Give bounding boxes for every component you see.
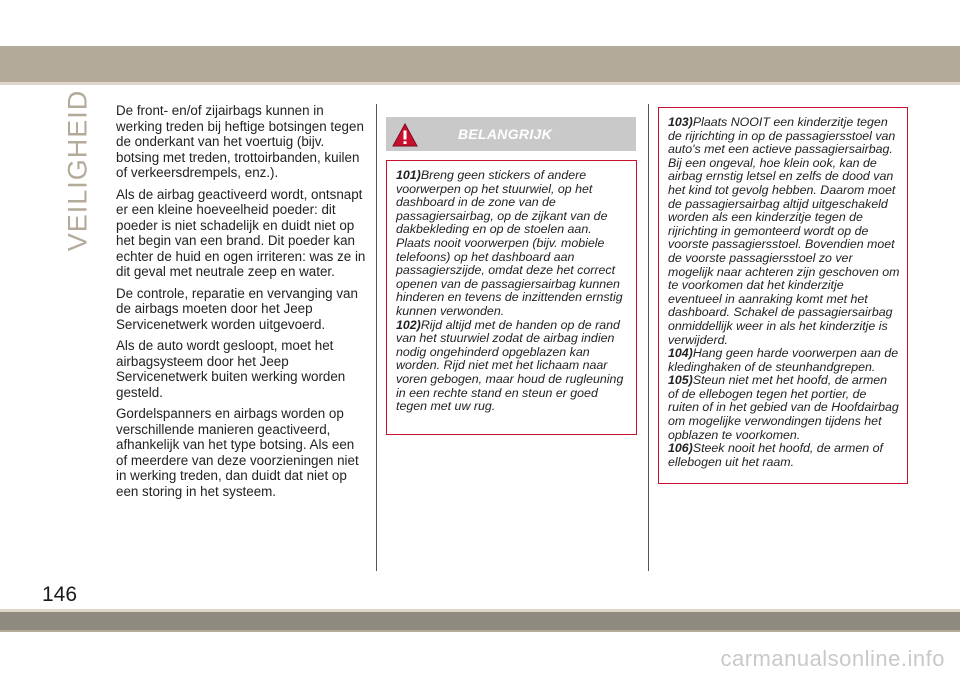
column-divider bbox=[376, 104, 377, 571]
item-text: Rijd altijd met de handen op de rand van het stuurwiel zodat de airbag indien nodig ongehinderd opgeblazen kan worden. Rijd niet met het lichaam naar voren gebogen, maar houd de rugleuning in een rechte stand en steun er goed tegen met uw rug. bbox=[396, 317, 624, 414]
item-text: Breng geen stickers of andere voorwerpen op het stuurwiel, op het dashboard in de zone van de passagiersairbag, op de zijkant van de dakbekleding en op de stoelen aan. Plaats nooit voorwerpen (bijv. mobiele telefoons) op het dashboard aan passagierszijde, omdat deze het correct openen van de passagiersairbag kunnen hinderen en tevens de inzittenden ernstig kunnen verwonden. bbox=[396, 168, 623, 318]
item-number: 104) bbox=[668, 346, 693, 361]
warning-title: BELANGRIJK bbox=[458, 126, 553, 142]
item-text: Steun niet met het hoofd, de armen of de ellebogen tegen het portier, de ruiten of in het gebied van de Hoofdairbag om mogelijke verwondingen tijdens het opblazen te voorkomen. bbox=[668, 373, 899, 442]
warning-item bbox=[396, 319, 629, 414]
section-title-text: VEILIGHEID bbox=[62, 89, 93, 251]
paragraph: Als de auto wordt gesloopt, moet het airbagsysteem door het Jeep Servicenetwerk buiten werking worden gesteld. bbox=[116, 338, 346, 400]
watermark: carmanualsonline.info bbox=[720, 646, 945, 671]
item-number: 105) bbox=[668, 373, 693, 388]
warning-header bbox=[386, 117, 636, 151]
item-text: Hang geen harde voorwerpen aan de kledinghaken of de steunhandgrepen. bbox=[668, 346, 899, 374]
paragraph: De controle, reparatie en vervanging van de airbags moeten door het Jeep Servicenetwerk worden uitgevoerd. bbox=[116, 285, 358, 332]
warning-item bbox=[668, 374, 900, 442]
page-number: 146 bbox=[42, 583, 78, 606]
warning-item bbox=[396, 169, 629, 319]
warning-item bbox=[668, 442, 900, 469]
warning-triangle-icon bbox=[392, 123, 418, 147]
paragraph: De front- en/of zijairbags kunnen in werking treden bij heftige botsingen tegen de onderkant van het voertuig (bijv. botsing met treden, trottoirbanden, kuilen of verkeersdrempels, enz.). bbox=[116, 103, 364, 180]
warning-box bbox=[386, 160, 637, 435]
column-divider bbox=[648, 104, 649, 571]
warning-box-continued bbox=[658, 107, 908, 484]
header-bar bbox=[0, 46, 960, 82]
item-number: 102) bbox=[396, 317, 421, 332]
item-text: Plaats NOOIT een kinderzitje tegen de rijrichting in op de passagiersstoel van auto's met een actieve passagiersairbag. Bij een ongeval, hoe klein ook, kan de airbag ernstig letsel en zelfs de dood van het kind tot gevolg hebben. Daarom moet de passagiersairbag altijd uitgeschakeld worden als een kinderzitje tegen de rijrichting in gemonteerd wordt op de voorste passagiersstoel. Bovendien moet de voorste passagiersstoel zo ver mogelijk naar achteren zijn geschoven om te voorkomen dat het kinderzitje eventueel in aanraking komt met het dashboard. Schakel de passagiersairbag onmiddellijk weer in als het kinderzitje is verwijderd. bbox=[668, 115, 900, 347]
item-number: 106) bbox=[668, 441, 693, 456]
body-column bbox=[116, 103, 366, 505]
warning-item bbox=[668, 116, 900, 347]
footer-thin-bar bbox=[0, 630, 960, 632]
warning-item bbox=[668, 347, 900, 374]
item-text: Steek nooit het hoofd, de armen of ellebogen uit het raam. bbox=[668, 441, 883, 469]
header-rule bbox=[0, 82, 960, 85]
paragraph: Als de airbag geactiveerd wordt, ontsnapt er een kleine hoeveelheid poeder: dit poeder is niet schadelijk en duidt niet op het begin van een brand. Dit poeder kan echter de huid en ogen irriteren: was ze in dit geval met neutrale zeep en water. bbox=[116, 186, 366, 279]
footer-bar bbox=[0, 612, 960, 630]
item-number: 103) bbox=[668, 115, 693, 129]
item-number: 101) bbox=[396, 168, 421, 182]
section-title bbox=[58, 89, 98, 251]
paragraph: Gordelspanners en airbags worden op verschillende manieren geactiveerd, afhankelijk van het type botsing. Als een of meerdere van deze voorzieningen niet in werking treden, dan duidt dat niet op een storing in het systeem. bbox=[116, 406, 359, 499]
